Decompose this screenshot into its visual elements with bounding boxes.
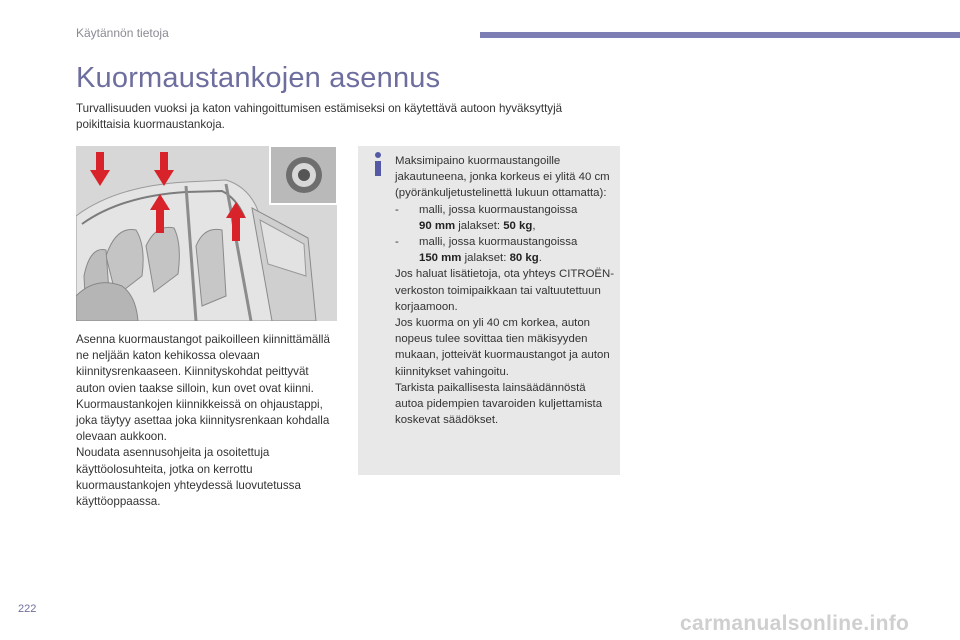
info-paragraph: Jos haluat lisätietoja, ota yhteys CITROËN-verkoston toimipaikkaan tai valtuutettuun korjaamoon. bbox=[395, 268, 615, 313]
body-paragraph: Noudata asennusohjeita ja osoitettuja käyttöolosuhteita, jotka on kerrottu kuormaustankojen yhteydessä luovutetussa käyttöoppaassa. bbox=[76, 446, 301, 509]
body-paragraph: Asenna kuormaustangot paikoilleen kiinnittämällä ne neljään katon kehikossa olevaan kiinnitysrenkaaseen. Kiinnityskohdat peittyvät auton ovien taakse silloin, kun ovet ovat kiinni. bbox=[76, 333, 330, 395]
header-accent-bar bbox=[480, 32, 960, 38]
installation-instructions bbox=[76, 332, 338, 510]
bar-size: 90 mm bbox=[419, 219, 456, 232]
body-paragraph: Kuormaustankojen kiinnikkeissä on ohjaustappi, joka täytyy asettaa joka kiinnitysrenkaan kohdalla olevaan aukkoon. bbox=[76, 397, 330, 444]
mounting-ring-icon bbox=[286, 157, 322, 193]
bullet-text: malli, jossa kuormaustangoissa bbox=[419, 203, 578, 216]
car-interior-drawing bbox=[76, 146, 337, 321]
watermark: carmanualsonline.info bbox=[680, 612, 910, 635]
info-intro: Maksimipaino kuormaustangoille jakautuneena, jonka korkeus ei ylitä 40 cm (pyöränkuljetustelinettä lukuun ottamatta): bbox=[395, 155, 610, 200]
info-icon bbox=[370, 152, 386, 178]
load-limit-item bbox=[395, 234, 617, 266]
page-number: 222 bbox=[18, 603, 37, 615]
page-title: Kuormaustankojen asennus bbox=[76, 62, 441, 94]
info-box bbox=[358, 146, 620, 475]
bullet-mid: jalakset: bbox=[461, 252, 510, 265]
bullet-end: , bbox=[532, 219, 536, 232]
max-weight: 50 kg bbox=[503, 219, 533, 232]
bullet-dash: - bbox=[395, 236, 399, 249]
roof-bar-illustration bbox=[76, 146, 337, 321]
max-weight: 80 kg bbox=[509, 252, 539, 265]
bullet-text: malli, jossa kuormaustangoissa bbox=[419, 236, 578, 249]
bar-size: 150 mm bbox=[419, 252, 462, 265]
bullet-mid: jalakset: bbox=[455, 219, 504, 232]
section-title: Käytännön tietoja bbox=[76, 26, 169, 40]
info-paragraph: Jos kuorma on yli 40 cm korkea, auton nopeus tulee sovittaa tien mäkisyyden mukaan, jotteivät kuormaustangot ja auton kiinnitykset vahingoitu. bbox=[395, 317, 610, 378]
info-content bbox=[395, 153, 617, 428]
bullet-end: . bbox=[538, 252, 542, 265]
bullet-dash: - bbox=[395, 203, 399, 216]
load-limit-item bbox=[395, 202, 617, 234]
intro-text: Turvallisuuden vuoksi ja katon vahingoittumisen estämiseksi on käytettävä autoon hyväksyttyjä poikittaisia kuormaustankoja. bbox=[76, 102, 563, 131]
info-paragraph: Tarkista paikallisesta lainsäädännöstä autoa pidempien tavaroiden kuljettamista koskevat säädökset. bbox=[395, 381, 603, 427]
